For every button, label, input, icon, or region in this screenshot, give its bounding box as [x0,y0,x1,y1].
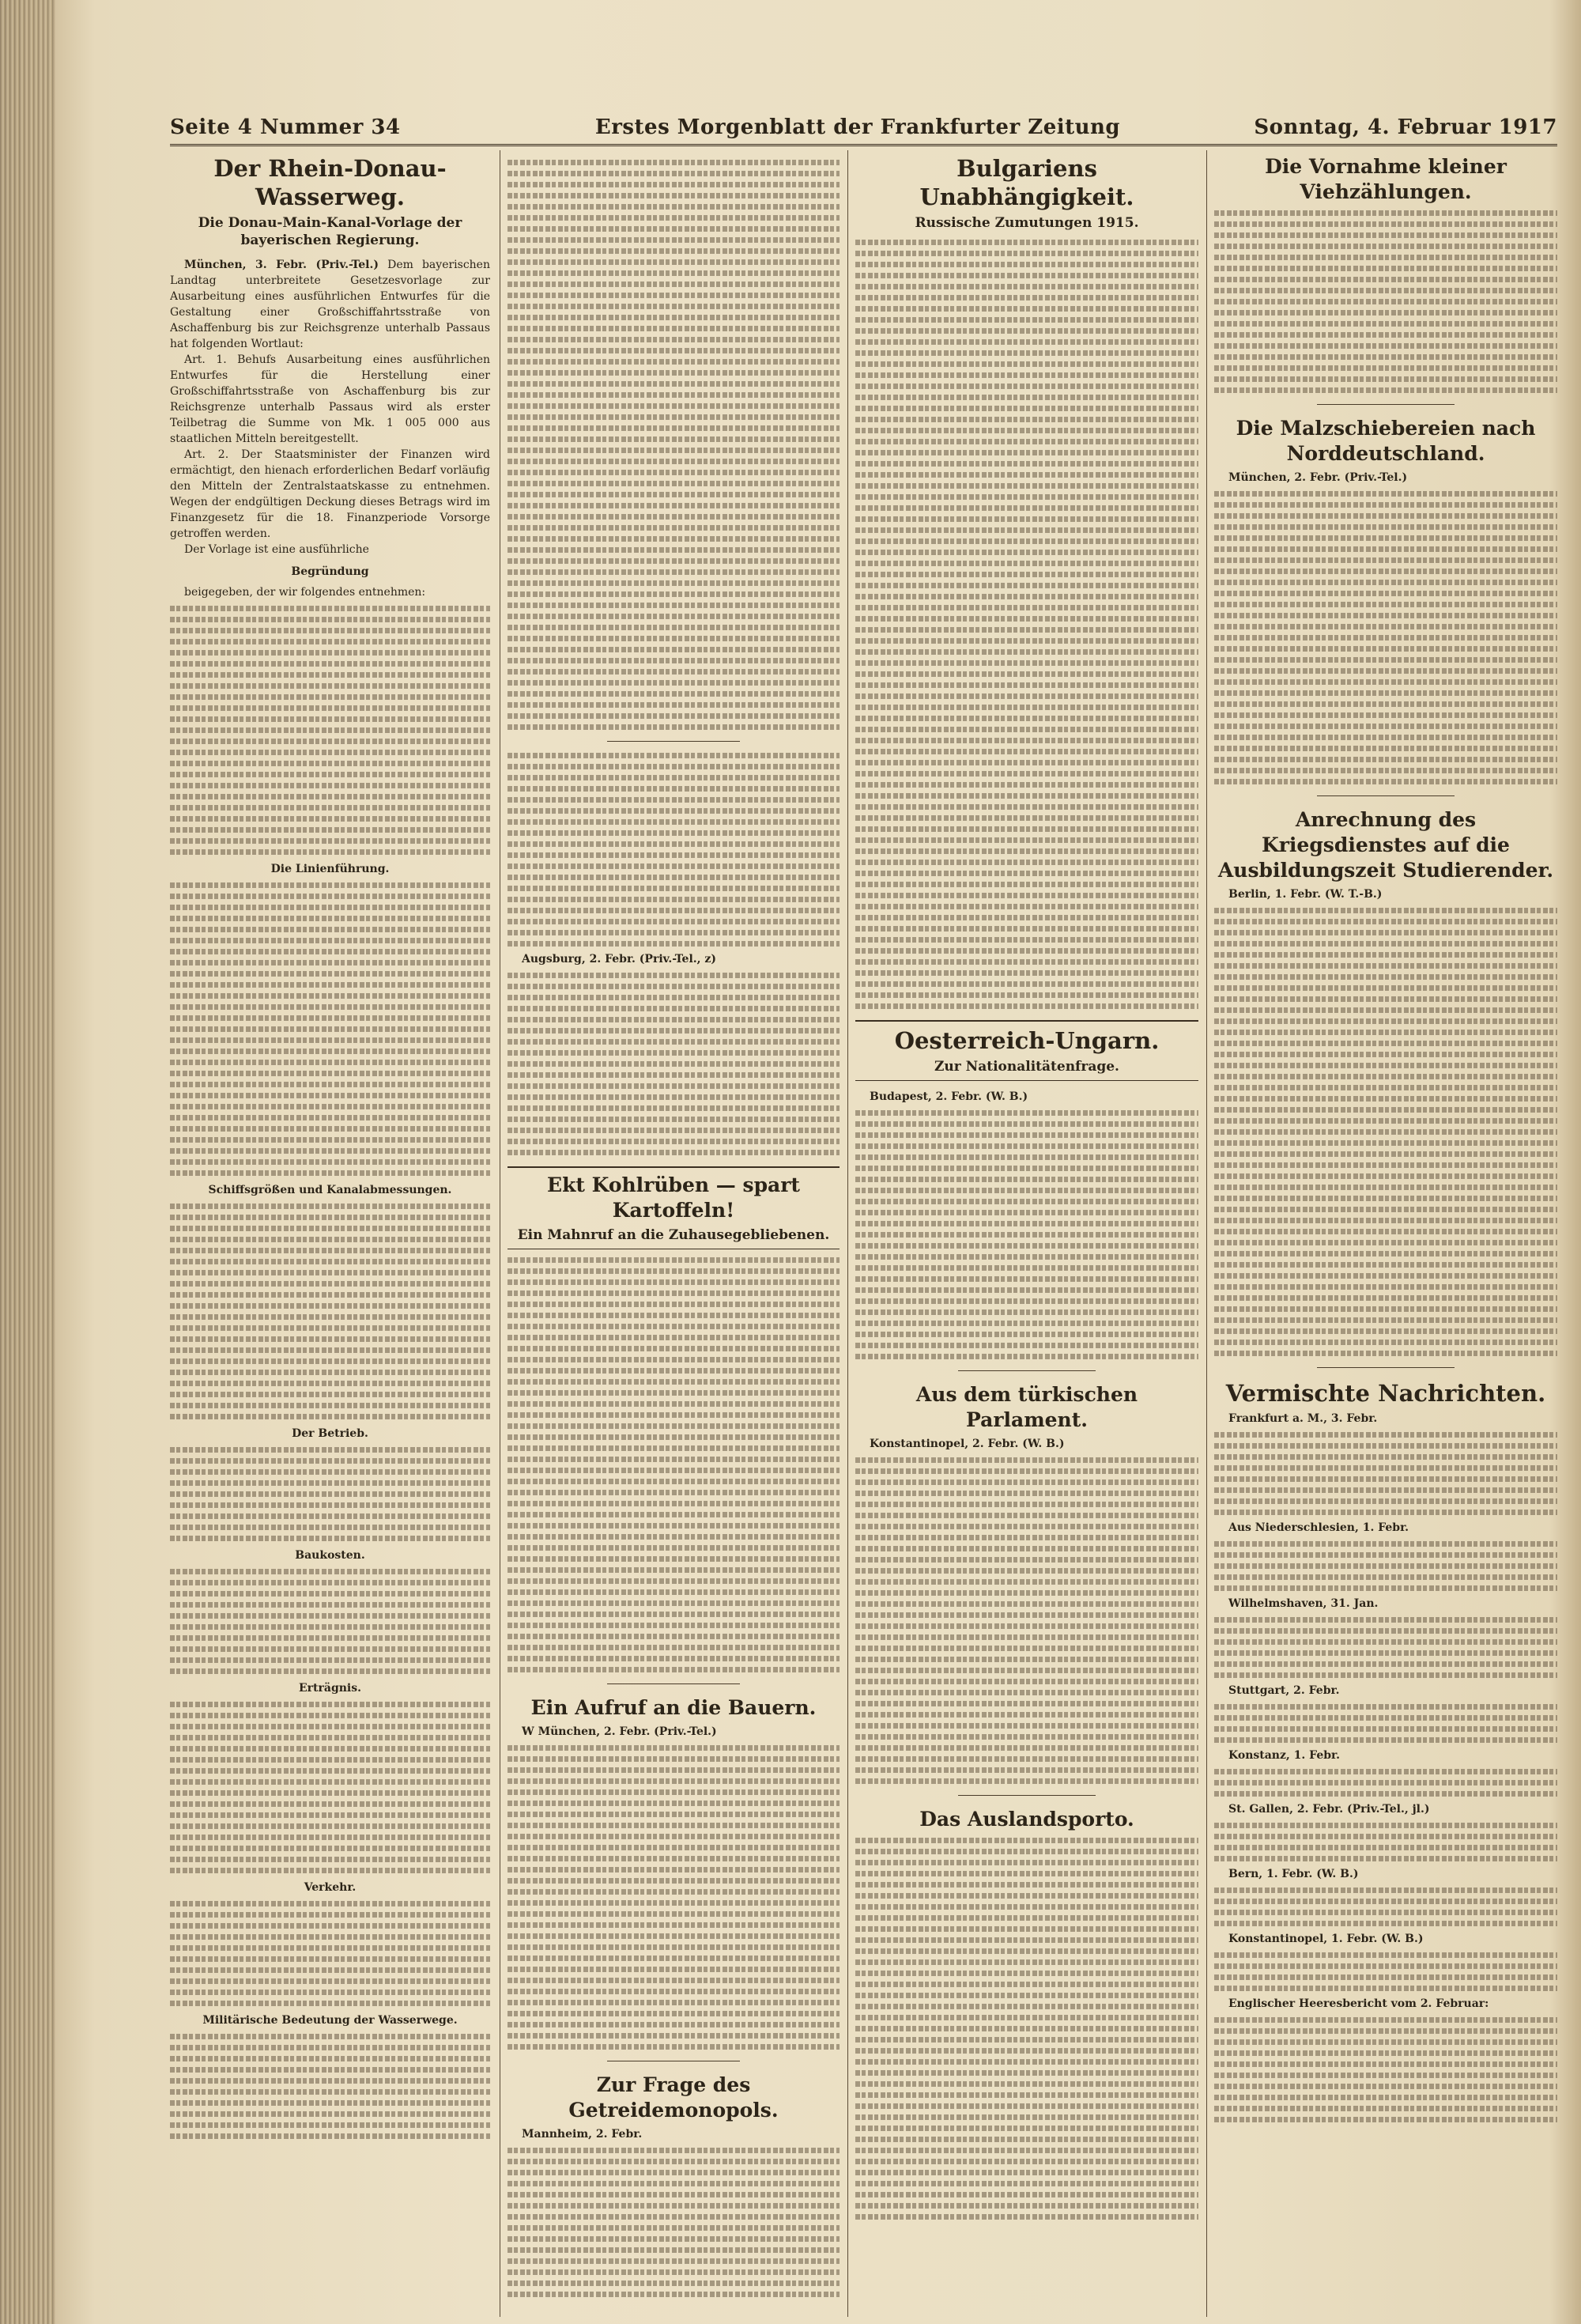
article-paragraph: Art. 1. Behufs Ausarbeitung eines ausführlichen Entwurfes für die Herstellung einer Großschiffahrtsstraße von Aschaffenburg bis zur Reichsgrenze unterhalb Passaus wird als erster Teilbetrag die Summe von Mk. 1 005 000 aus staatlichen Mitteln bereitgestellt. [170,353,490,445]
text-lines [855,1457,1198,1784]
column-3 [855,154,1198,2313]
issue-date: Sonntag, 4. Februar 1917 [1254,115,1557,139]
text-lines [170,1569,490,1674]
text-lines [170,606,490,855]
dateline: Mannheim, 2. Febr. [522,2128,643,2141]
article-divider [607,1683,740,1684]
article-paragraph: beigegeben, der wir folgendes entnehmen: [184,586,426,599]
masthead: Erstes Morgenblatt der Frankfurter Zeitung [594,115,1121,139]
article-subtitle: Russische Zumutungen 1915. [915,215,1139,231]
section-heading: Der Betrieb. [292,1427,368,1440]
text-lines [508,160,840,730]
section-heading: Die Linienführung. [270,863,390,875]
dateline: Budapest, 2. Febr. (W. B.) [870,1090,1028,1103]
article-title: Der Rhein-Donau-Wasserweg. [213,155,447,210]
column-4 [1214,154,1557,2313]
text-lines [855,240,1198,1009]
article-title: Bulgariens Unabhängigkeit. [919,155,1134,210]
text-lines [1214,1823,1557,1861]
section-heading: Begründung [291,565,369,578]
text-lines [508,1745,840,2050]
article-subtitle: Ein Mahnruf an die Zuhausegebliebenen. [517,1227,830,1243]
article-title: Das Auslandsporto. [919,1808,1134,1831]
column-rule [1206,150,1207,2317]
text-lines [508,973,840,1155]
section-heading: Schiffsgrößen und Kanalabmessungen. [208,1184,452,1196]
text-lines [508,1257,840,1672]
article-divider [1317,795,1455,796]
dateline: München, 2. Febr. (Priv.-Tel.) [1228,471,1408,484]
dateline: Frankfurt a. M., 3. Febr. [1228,1412,1378,1425]
text-lines [1214,1769,1557,1797]
text-lines [170,1447,490,1541]
article-divider [607,741,740,742]
news-item-dateline: Wilhelmshaven, 31. Jan. [1228,1597,1379,1610]
news-item-dateline: Englischer Heeresbericht vom 2. Februar: [1228,1997,1489,2010]
text-lines [1214,1952,1557,1991]
news-item-dateline: Konstanz, 1. Febr. [1228,1749,1340,1762]
article-title: Anrechnung des Kriegsdienstes auf die Ausbildungszeit Studierender. [1217,808,1554,882]
text-lines [855,1110,1198,1359]
article-subtitle: Zur Nationalitätenfrage. [934,1059,1119,1075]
text-lines [170,1204,490,1419]
news-item-dateline: Konstantinopel, 1. Febr. (W. B.) [1228,1933,1424,1945]
article-title: Vermischte Nachrichten. [1225,1380,1546,1407]
section-heading: Militärische Bedeutung der Wasserwege. [202,2014,458,2027]
column-rule [847,150,848,2317]
text-lines [1214,908,1557,1356]
article-title: Oesterreich-Ungarn. [894,1027,1160,1054]
article-lead: Dem bayerischen Landtag unterbreitete Gesetzesvorlage zur Ausarbeitung eines ausführlichen Entwurfes für die Gestaltung einer Großschiffahrtsstraße von Aschaffenburg bis zur Reichsgrenze unterhalb Passaus hat folgenden Wortlaut: [170,259,490,350]
news-item-dateline: Stuttgart, 2. Febr. [1228,1684,1340,1697]
text-lines [1214,1704,1557,1743]
article-title: Die Vornahme kleiner Viehzählungen. [1265,155,1507,203]
news-item-dateline: Aus Niederschlesien, 1. Febr. [1228,1521,1409,1534]
text-lines [170,1702,490,1873]
text-lines [855,1838,1198,2220]
column-1 [170,154,490,2313]
article-paragraph: Der Vorlage ist eine ausführliche [184,543,369,556]
article-divider [958,1370,1096,1371]
article-paragraph: Art. 2. Der Staatsminister der Finanzen wird ermächtigt, den hienach erforderlichen Bedarf vorläufig den Mitteln der Zentralstaatskasse zu entnehmen. Wegen der endgültigen Deckung dieses Betrags wird im Finanzgesetz für die 18. Finanzperiode Vorsorge getroffen werden. [170,448,490,540]
text-lines [170,2034,490,2139]
text-lines [1214,1617,1557,1678]
dateline: Augsburg, 2. Febr. (Priv.-Tel., z) [522,953,716,965]
news-item-dateline: St. Gallen, 2. Febr. (Priv.-Tel., jl.) [1228,1803,1430,1816]
section-heading: Erträgnis. [298,1682,361,1695]
text-lines [1214,210,1557,393]
article-subtitle: Die Donau-Main-Kanal-Vorlage der bayerischen Regierung. [198,215,462,248]
dateline: Konstantinopel, 2. Febr. (W. B.) [870,1438,1065,1450]
article-divider [1317,404,1455,405]
article-divider [1317,1367,1455,1368]
article-divider [958,1795,1096,1796]
text-lines [170,1901,490,2006]
dateline: München, 3. Febr. (Priv.-Tel.) [184,259,379,271]
article-title: Ekt Kohlrüben — spart Kartoffeln! [547,1173,800,1222]
article-title: Die Malzschiebereien nach Norddeutschland. [1236,417,1536,465]
section-heading: Verkehr. [304,1881,357,1894]
news-item-dateline: Bern, 1. Febr. (W. B.) [1228,1868,1359,1880]
text-lines [1214,1432,1557,1515]
text-lines [1214,1541,1557,1591]
volume-page-edges [0,0,55,2324]
text-lines [1214,1888,1557,1926]
article-title: Zur Frage des Getreidemonopols. [568,2073,779,2122]
text-lines [508,753,840,947]
text-lines [170,882,490,1176]
text-lines [1214,491,1557,784]
text-lines [1214,2017,1557,2122]
page-header [170,112,1557,146]
dateline: W München, 2. Febr. (Priv.-Tel.) [522,1725,717,1738]
column-2 [508,154,840,2313]
article-title: Ein Aufruf an die Bauern. [530,1696,817,1719]
page-number: Seite 4 Nummer 34 [170,115,401,139]
dateline: Berlin, 1. Febr. (W. T.-B.) [1228,888,1383,901]
article-title: Aus dem türkischen Parlament. [915,1383,1138,1431]
section-heading: Baukosten. [295,1549,365,1562]
text-lines [508,2148,840,2297]
